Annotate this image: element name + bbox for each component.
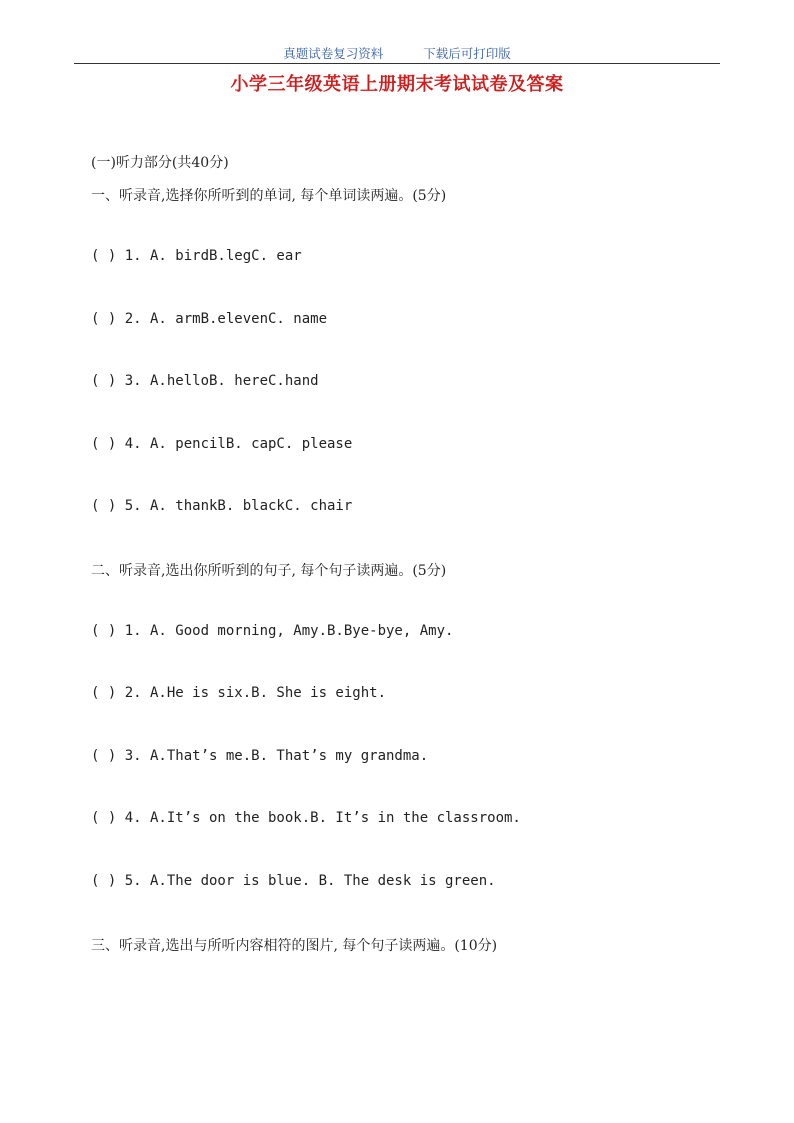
section2-item-4: ( ) 4. A.It’s on the book.B. It’s in the classroom. bbox=[91, 810, 521, 826]
section2-item-3: ( ) 3. A.That’s me.B. That’s my grandma. bbox=[91, 748, 429, 764]
part-heading: (一)听力部分(共40分) bbox=[91, 155, 229, 171]
section1-item-3: ( ) 3. A.helloB. hereC.hand bbox=[91, 373, 319, 389]
header-left-text: 真题试卷复习资料 bbox=[283, 46, 384, 61]
section1-item-1: ( ) 1. A. birdB.legC. ear bbox=[91, 248, 302, 264]
section1-item-4: ( ) 4. A. pencilB. capC. please bbox=[91, 436, 353, 452]
document-title: 小学三年级英语上册期末考试试卷及答案 bbox=[230, 74, 564, 95]
section1-heading: 一、听录音,选择你所听到的单词, 每个单词读两遍。(5分) bbox=[91, 188, 447, 204]
header-right-text: 下载后可打印版 bbox=[423, 46, 511, 61]
section2-item-2: ( ) 2. A.He is six.B. She is eight. bbox=[91, 685, 387, 701]
section1-item-2: ( ) 2. A. armB.elevenC. name bbox=[91, 311, 328, 327]
section2-heading: 二、听录音,选出你所听到的句子, 每个句子读两遍。(5分) bbox=[91, 563, 447, 579]
section2-item-1: ( ) 1. A. Good morning, Amy.B.Bye-bye, Amy. bbox=[91, 623, 454, 639]
page-header bbox=[74, 44, 720, 64]
section2-item-5: ( ) 5. A.The door is blue. B. The desk is green. bbox=[91, 873, 496, 889]
section1-item-5: ( ) 5. A. thankB. blackC. chair bbox=[91, 498, 353, 514]
section3-heading: 三、听录音,选出与所听内容相符的图片, 每个句子读两遍。(10分) bbox=[91, 938, 498, 954]
